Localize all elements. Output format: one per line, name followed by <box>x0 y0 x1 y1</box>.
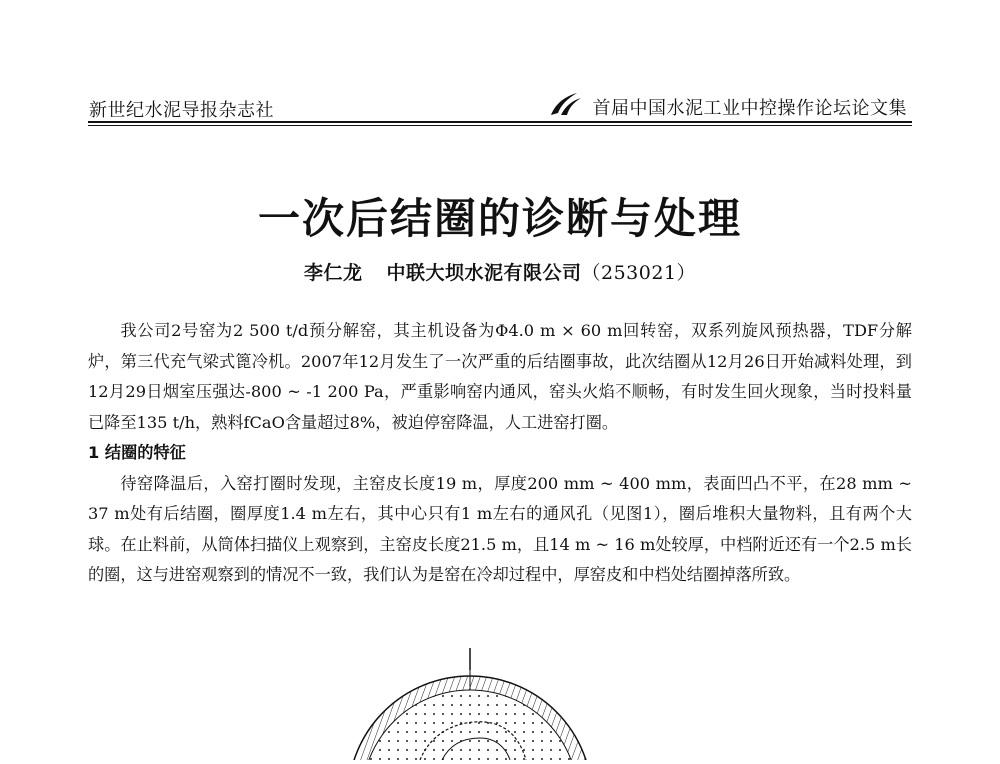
kiln-ring-figure <box>350 648 590 760</box>
section-heading: 1 结圈的特征 <box>88 443 186 462</box>
byline <box>0 258 1000 285</box>
postal-code: （253021） <box>581 262 697 284</box>
section-paragraph: 待窑降温后，入窑打圈时发现，主窑皮长度19 m，厚度200 mm ~ 400 mm，表面凹凸不平，在28 mm ~ 37 m处有后结圈，圈厚度1.4 m左右，其中心只有1 m左右的通风孔（见图1），圈后堆积大量物料，且有两个大球。在止料前，从筒体扫描仪上观察到，主窑皮长度21.5 m，且14 m ~ 16 m处较厚，中档附近还有一个2.5 m长的圈，这与进窑观察到的情况不一致，我们认为是窑在冷却过程中，厚窑皮和中档处结圈掉落所致。 <box>88 473 912 584</box>
intro-paragraph: 我公司2号窑为2 500 t/d预分解窑，其主机设备为Φ4.0 m × 60 m回转窑，双系列旋风预热器，TDF分解炉，第三代充气梁式篦冷机。2007年12月发生了一次严重的后结圈事故，此次结圈从12月26日开始减料处理，到12月29日烟室压强达-800 ~ -1 200 Pa，严重影响窑内通风，窑头火焰不顺畅，有时发生回火现象，当时投料量已降至135 t/h，熟料fCaO含量超过8%，被迫停窑降温，人工进窑打圈。 <box>88 321 912 432</box>
collection-title: 首届中国水泥工业中控操作论坛论文集 <box>592 97 907 119</box>
publisher-name: 新世纪水泥导报杂志社 <box>89 100 274 121</box>
author-name: 李仁龙 <box>303 262 363 284</box>
swoosh-logo-icon <box>549 91 583 122</box>
article-title: 一次后结圈的诊断与处理 <box>257 194 742 243</box>
header-rule-thin <box>88 125 912 126</box>
affiliation: 中联大坝水泥有限公司 <box>386 262 582 284</box>
collection-header <box>549 91 908 122</box>
article-body <box>88 316 912 591</box>
header-rule <box>88 121 912 123</box>
